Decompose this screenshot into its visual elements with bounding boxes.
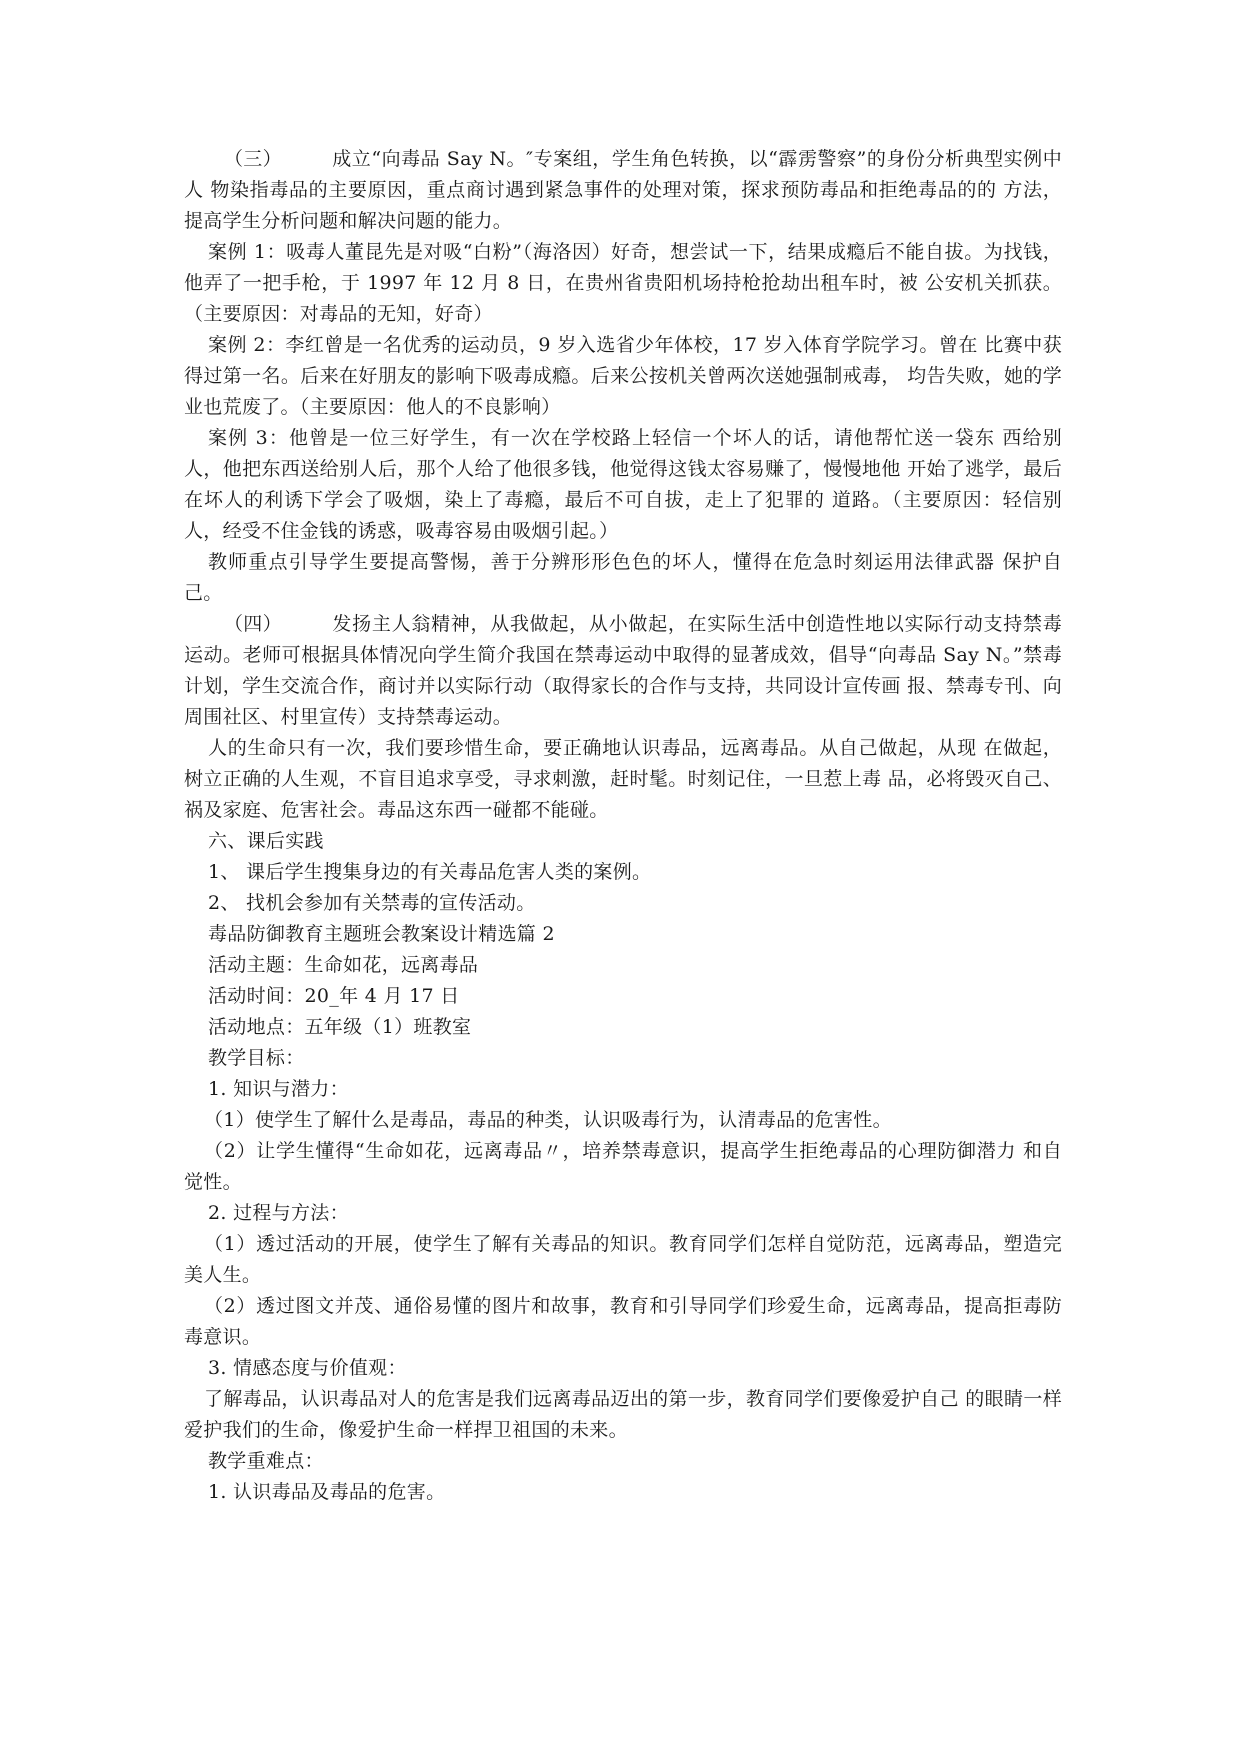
section-3-paragraph — [184, 144, 1062, 237]
lesson-plan-2-title: 毒品防御教育主题班会教案设计精选篇 2 — [208, 923, 555, 945]
section-4-label: （四） — [224, 613, 282, 635]
goal-1b: （2）让学生懂得“生命如花，远离毒品〃，培养禁毒意识，提高学生拒绝毒品的心理防御潜力 和自觉性。 — [184, 1140, 1062, 1193]
teaching-goals-heading: 教学目标： — [208, 1047, 305, 1069]
goal-3-heading: 3. 情感态度与价值观： — [208, 1357, 407, 1379]
section-4-paragraph — [184, 609, 1062, 733]
document-body — [184, 144, 1062, 1508]
practice-item-1: 1、 课后学生搜集身边的有关毒品危害人类的案例。 — [208, 861, 652, 883]
activity-place: 活动地点：五年级（1）班教室 — [208, 1016, 472, 1038]
section-6-heading: 六、课后实践 — [208, 830, 324, 852]
case-3-paragraph: 案例 3：他曾是一位三好学生，有一次在学校路上轻信一个坏人的话，请他帮忙送一袋东 西给别人，他把东西送给别人后，那个人给了他很多钱，他觉得这钱太容易赚了，慢慢地他 开始了逃学，最后在坏人的利诱下学会了吸烟，染上了毒瘾，最后不可自拔，走上了犯罪的 道路。（主要原因：轻信别人，经受不住金钱的诱惑，吸毒容易由吸烟引起。） — [184, 427, 1062, 542]
practice-item-2: 2、 找机会参加有关禁毒的宣传活动。 — [208, 892, 536, 914]
key-point-1: 1. 认识毒品及毒品的危害。 — [208, 1481, 446, 1503]
key-points-heading: 教学重难点： — [208, 1450, 324, 1472]
goal-2-heading: 2. 过程与方法： — [208, 1202, 349, 1224]
goal-2a: （1）透过活动的开展，使学生了解有关毒品的知识。教育同学们怎样自觉防范，远离毒品，塑造完美人生。 — [184, 1233, 1062, 1286]
case-2-paragraph: 案例 2：李红曾是一名优秀的运动员，9 岁入选省少年体校，17 岁入体育学院学习。曾在 比赛中获得过第一名。后来在好朋友的影响下吸毒成瘾。后来公按机关曾两次送她强制戒毒， 均告失败，她的学业也荒废了。（主要原因：他人的不良影响） — [184, 334, 1062, 418]
case-1-paragraph: 案例 1：吸毒人董昆先是对吸“白粉”（海洛因）好奇，想尝试一下，结果成瘾后不能自拔。为找钱，他弄了一把手枪，于 1997 年 12 月 8 日，在贵州省贵阳机场持枪抢劫出租车时，被 公安机关抓获。（主要原因：对毒品的无知，好奇） — [184, 241, 1062, 325]
goal-3a: 了解毒品，认识毒品对人的危害是我们远离毒品迈出的第一步，教育同学们要像爱护自己 的眼睛一样爱护我们的生命，像爱护生命一样捍卫祖国的未来。 — [184, 1388, 1062, 1441]
activity-theme: 活动主题：生命如花，远离毒品 — [208, 954, 479, 976]
activity-time: 活动时间：20_年 4 月 17 日 — [208, 985, 460, 1007]
goal-1a: （1）使学生了解什么是毒品，毒品的种类，认识吸毒行为，认清毒品的危害性。 — [204, 1109, 892, 1131]
section-4-text: 发扬主人翁精神，从我做起，从小做起，在实际生活中创造性地以实际行动支持禁毒 运动。老师可根据具体情况向学生简介我国在禁毒运动中取得的显著成效，倡导“向毒品 Say N。”禁毒计划，学生交流合作，商讨并以实际行动（取得家长的合作与支持，共同设计宣传画 报、禁毒专刊、向周围社区、村里宣传）支持禁毒运动。 — [184, 613, 1062, 728]
teacher-guidance-paragraph: 教师重点引导学生要提高警惕，善于分辨形形色色的坏人，懂得在危急时刻运用法律武器 保护自己。 — [184, 551, 1062, 604]
life-paragraph: 人的生命只有一次，我们要珍惜生命，要正确地认识毒品，远离毒品。从自己做起，从现 在做起，树立正确的人生观，不盲目追求享受，寻求刺激，赶时髦。时刻记住，一旦惹上毒 品，必将毁灭自己、祸及家庭、危害社会。毒品这东西一碰都不能碰。 — [184, 737, 1062, 821]
section-3-text: 成立“向毒品 Say N。″专案组，学生角色转换，以“霹雳警察”的身份分析典型实例中人 物染指毒品的主要原因，重点商讨遇到紧急事件的处理对策，探求预防毒品和拒绝毒品的的 方法，提高学生分析问题和解决问题的能力。 — [184, 148, 1062, 232]
section-3-label: （三） — [224, 148, 282, 170]
goal-2b: （2）透过图文并茂、通俗易懂的图片和故事，教育和引导同学们珍爱生命，远离毒品，提高拒毒防毒意识。 — [184, 1295, 1062, 1348]
goal-1-heading: 1. 知识与潜力： — [208, 1078, 349, 1100]
